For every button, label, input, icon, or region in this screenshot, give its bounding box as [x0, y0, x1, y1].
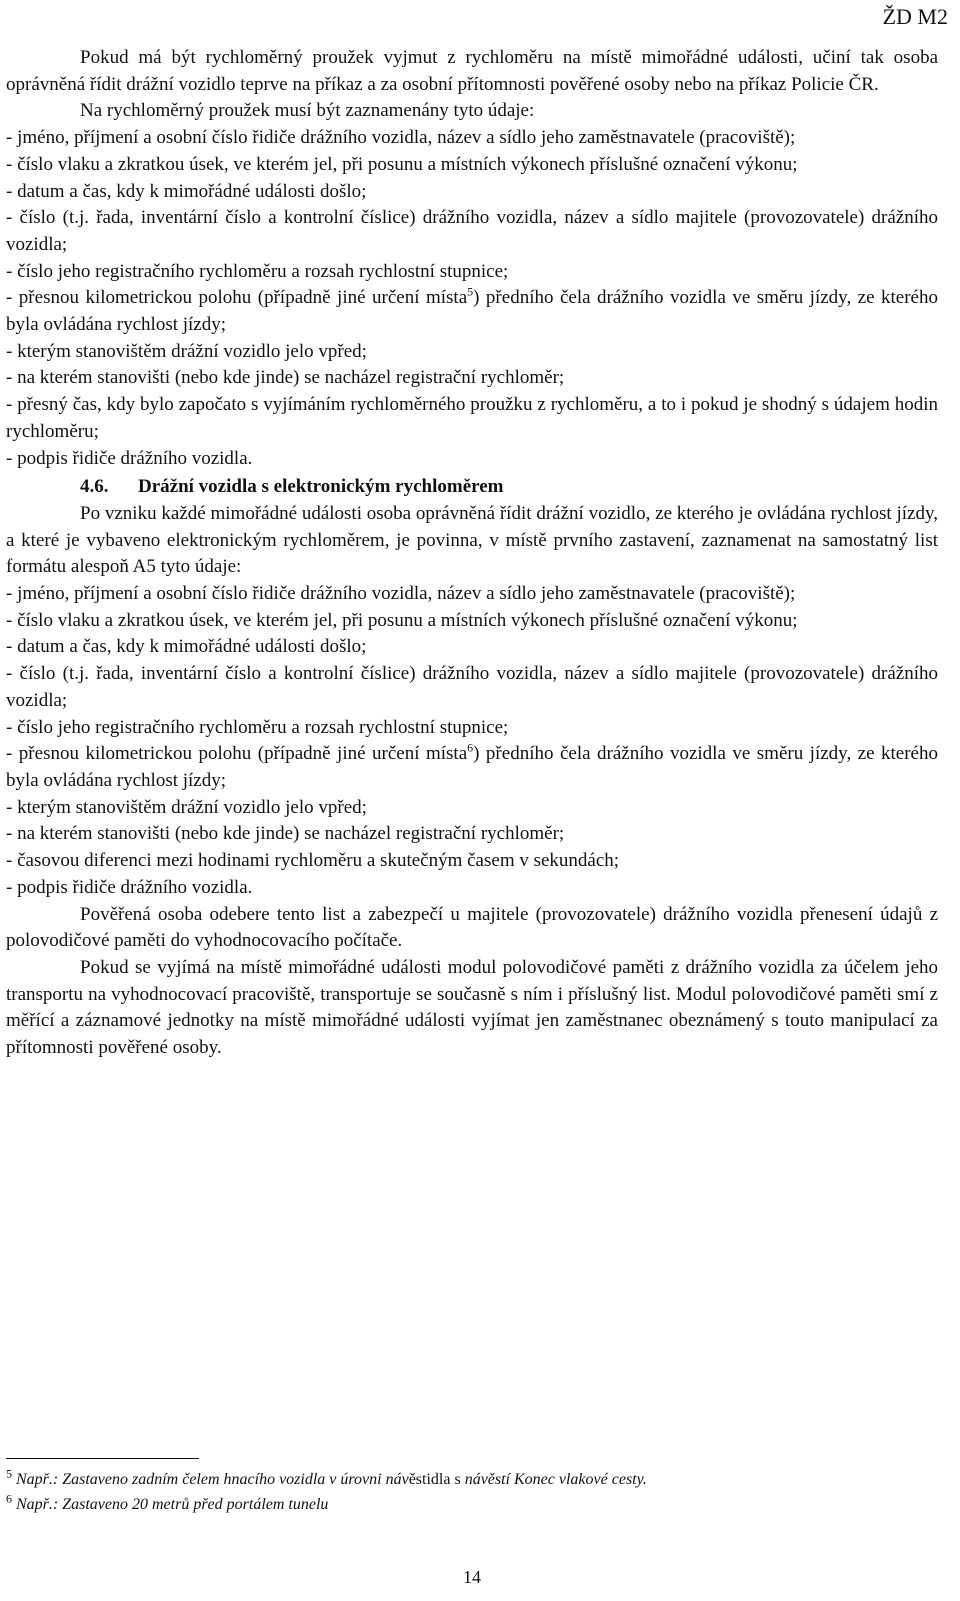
list-item-text-continued: ) předního čela drážního vozidla ve směru jízdy, ze kterého byla ovládána rychlost jízdy;: [6, 743, 938, 791]
list-item: [6, 634, 938, 661]
document-code: ŽD M2: [882, 4, 948, 29]
list-item-text: - na kterém stanovišti (nebo kde jinde) se nacházel registrační rychloměr;: [6, 823, 565, 845]
list-item: [6, 446, 938, 473]
section-list: [6, 581, 938, 901]
footnote-text: Např.: Zastaveno 20 metrů před portálem tunelu: [16, 1496, 329, 1513]
list-item: [6, 608, 938, 635]
footnote-5: [6, 1467, 938, 1492]
section-paragraph-3: Pokud se vyjímá na místě mimořádné události modul polovodičové paměti z drážního vozidla za účelem jeho transportu na vyhodnocovací pracoviště, transportuje se současně s ním i příslušný list. Modul polovodičové paměti smí z měřící a záznamové jednotky na místě mimořádné události vyjímat jen zaměstnanec obeznámený s touto manipulací za přítomnosti pověřené osoby.: [6, 956, 938, 1059]
list-item-text: - datum a čas, kdy k mimořádné události došlo;: [6, 636, 367, 658]
list-item-text: - přesnou kilometrickou polohu (případně jiné určení místa: [6, 743, 468, 765]
list-item: [6, 741, 938, 794]
list-item: [6, 259, 938, 286]
section-number: 4.6.: [80, 476, 109, 498]
list-item: [6, 365, 938, 392]
list-item: [6, 339, 938, 366]
section-title: Drážní vozidla s elektronickým rychloměrem: [138, 476, 504, 498]
intro-paragraph: Pokud má být rychloměrný proužek vyjmut z rychloměru na místě mimořádné události, učiní tak osoba oprávněná řídit drážní vozidlo teprve na příkaz a za osobní přítomnosti pověřené osoby nebo na příkaz Policie ČR.: [6, 47, 938, 95]
list-item: [6, 205, 938, 258]
footnote-text: Např.: Zastaveno zadním čelem hnacího vozidla v úrovni náv: [16, 1471, 409, 1488]
list-item-text: - číslo vlaku a zkratkou úsek, ve kterém jel, při posunu a místních výkonech příslušné označení výkonu;: [6, 609, 798, 631]
list-item-text: - podpis řidiče drážního vozidla.: [6, 447, 253, 469]
footnote-divider: [6, 1458, 199, 1459]
list-item-text: - číslo (t.j. řada, inventární číslo a kontrolní číslice) drážního vozidla, název a sídlo majitele (provozovatele) drážního vozidla;: [6, 663, 938, 711]
footnote-6: [6, 1492, 938, 1517]
footnotes: [6, 1467, 938, 1517]
intro-list: [6, 125, 938, 472]
list-item-text: - číslo jeho registračního rychloměru a rozsah rychlostní stupnice;: [6, 716, 509, 738]
footnote-mark: 6: [6, 1491, 12, 1506]
list-item: [6, 285, 938, 338]
list-item-text: - číslo (t.j. řada, inventární číslo a kontrolní číslice) drážního vozidla, název a sídlo majitele (provozovatele) drážního vozidla;: [6, 207, 938, 255]
list-item: [6, 661, 938, 714]
list-item-text: - přesnou kilometrickou polohu (případně jiné určení místa: [6, 287, 468, 309]
list-item-text: - podpis řidiče drážního vozidla.: [6, 876, 253, 898]
list-item-text: - jméno, příjmení a osobní číslo řidiče drážního vozidla, název a sídlo jeho zaměstnavatele (pracoviště);: [6, 127, 796, 149]
list-item: [6, 152, 938, 179]
list-item-text: - číslo jeho registračního rychloměru a rozsah rychlostní stupnice;: [6, 260, 509, 282]
list-item-text: - na kterém stanovišti (nebo kde jinde) se nacházel registrační rychloměr;: [6, 367, 565, 389]
list-item: [6, 715, 938, 742]
list-item-text: - přesný čas, kdy bylo započato s vyjímáním rychloměrného proužku z rychloměru, a to i pokud je shodný s údajem hodin rychloměru;: [6, 394, 938, 442]
list-item-text-continued: ) předního čela drážního vozidla ve směru jízdy, ze kterého byla ovládána rychlost jízdy;: [6, 287, 938, 336]
list-item: [6, 392, 938, 445]
list-item-text: - časovou diferenci mezi hodinami rychloměru a skutečným časem v sekundách;: [6, 850, 620, 872]
list-item: [6, 795, 938, 822]
list-item-text: - kterým stanovištěm drážní vozidlo jelo vpřed;: [6, 340, 367, 362]
section-paragraph: Po vzniku každé mimořádné události osoba oprávněná řídit drážní vozidlo, ze kterého je ovládána rychlost jízdy, a které je vybaveno elektronickým rychloměrem, je povinna, v místě prvního zastavení, zaznamenat na samostatný list formátu alespoň A5 tyto údaje:: [6, 502, 938, 578]
list-item: [6, 179, 938, 206]
list-item: [6, 875, 938, 902]
list-item: [6, 581, 938, 608]
list-item: [6, 848, 938, 875]
footnote-reference: 5: [467, 285, 474, 299]
footnote-text-regular: ěstidla s: [408, 1471, 465, 1488]
intro-lead: Na rychloměrný proužek musí být zaznamenány tyto údaje:: [80, 100, 535, 122]
list-item-text: - kterým stanovištěm drážní vozidlo jelo vpřed;: [6, 796, 367, 818]
list-item-text: - číslo vlaku a zkratkou úsek, ve kterém jel, při posunu a místních výkonech příslušné označení výkonu;: [6, 153, 798, 175]
list-item-text: - jméno, příjmení a osobní číslo řidiče drážního vozidla, název a sídlo jeho zaměstnavatele (pracoviště);: [6, 583, 796, 605]
section-heading: [6, 474, 938, 501]
list-item: [6, 125, 938, 152]
body-text: [6, 45, 938, 1062]
page-number: 14: [463, 1567, 481, 1587]
footnote-reference: 6: [467, 740, 474, 755]
list-item-text: - datum a čas, kdy k mimořádné události došlo;: [6, 180, 367, 202]
section-paragraph-2: Pověřená osoba odebere tento list a zabezpečí u majitele (provozovatele) drážního vozidla přenesení údajů z polovodičové paměti do vyhodnocovacího počítače.: [6, 903, 938, 952]
footnote-text-tail: návěstí Konec vlakové cesty.: [464, 1471, 647, 1488]
list-item: [6, 821, 938, 848]
footnote-mark: 5: [6, 1466, 12, 1481]
